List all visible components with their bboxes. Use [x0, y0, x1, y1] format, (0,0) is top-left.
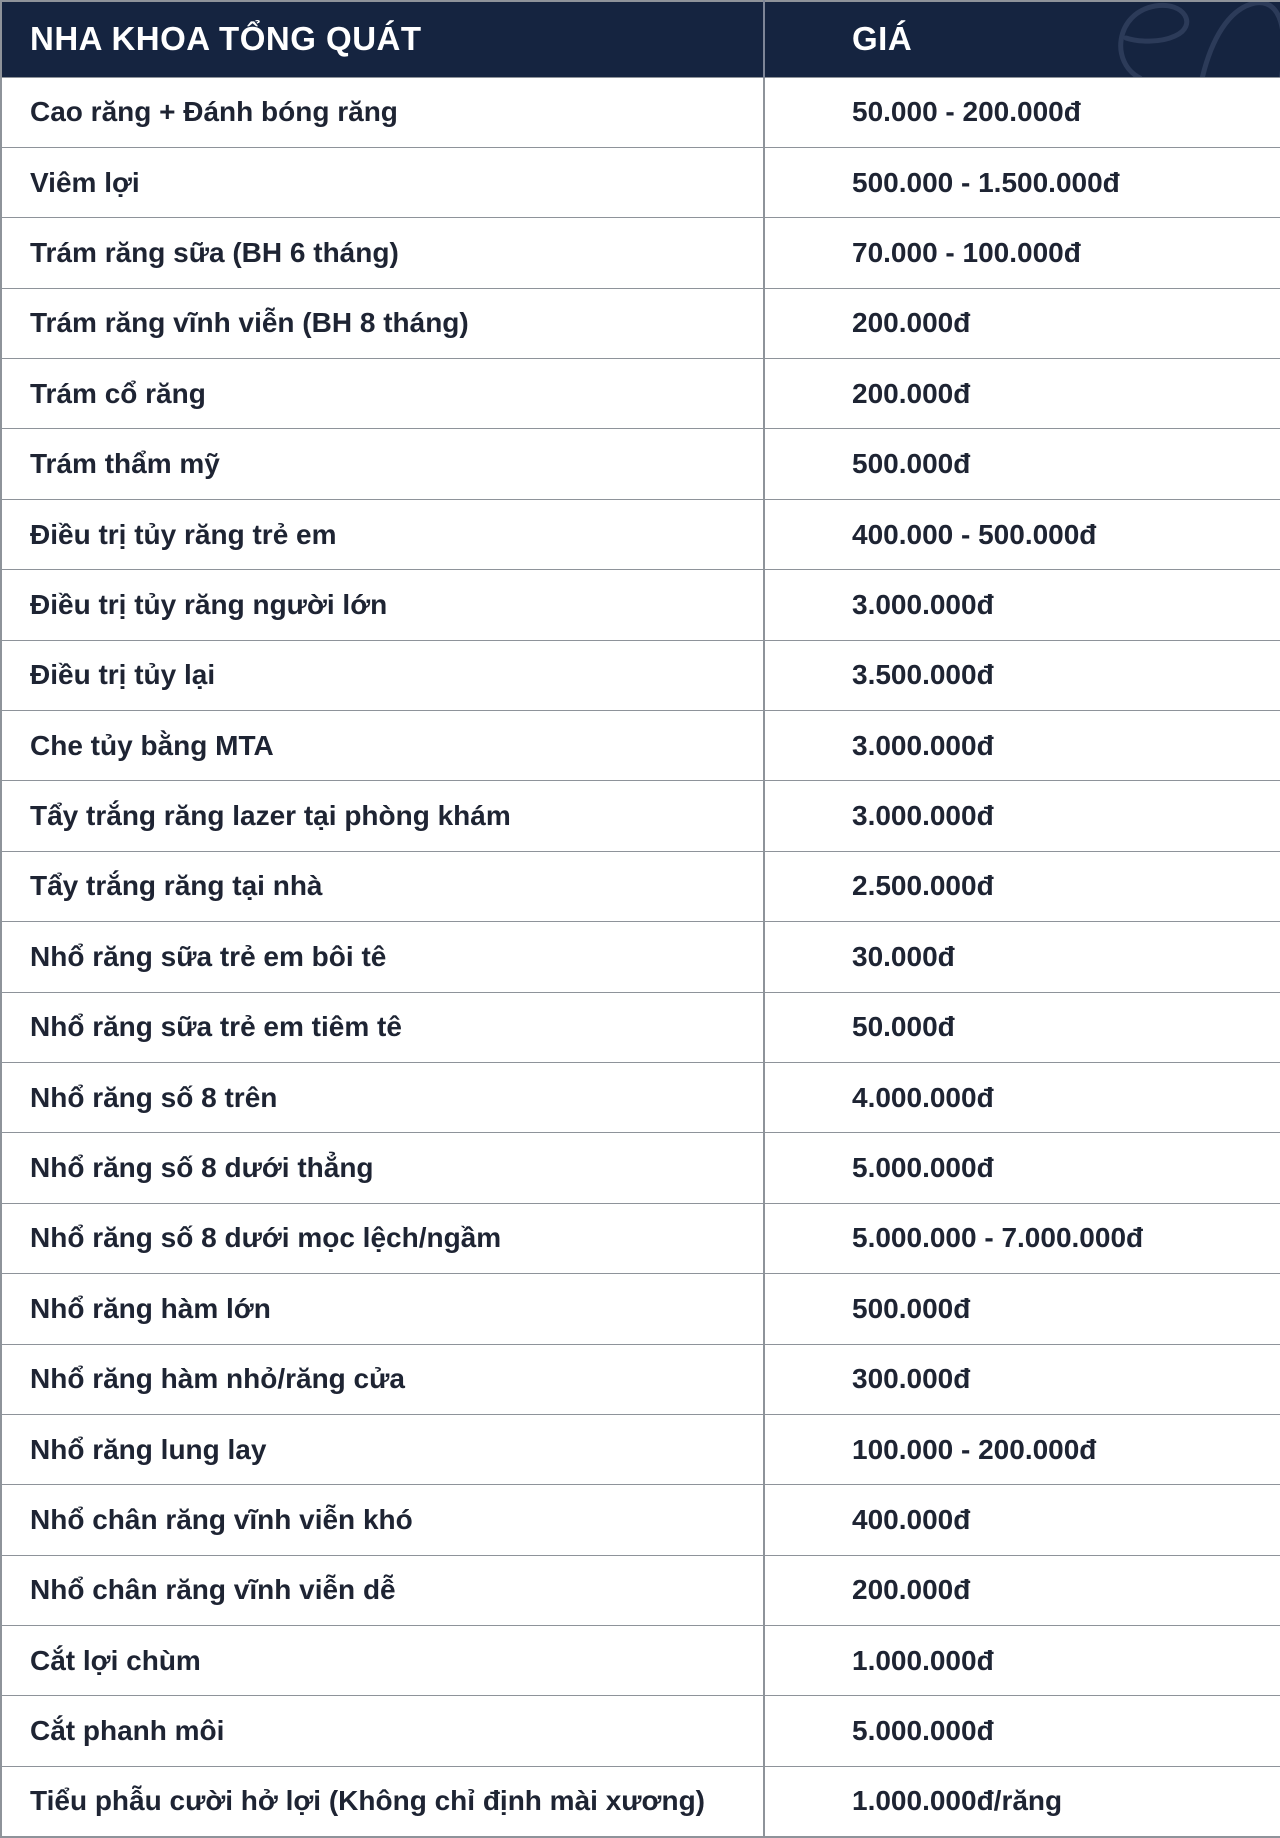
table-row — [1, 711, 1280, 781]
service-name-cell: Điều trị tủy răng trẻ em — [1, 499, 764, 569]
service-name-cell: Cắt lợi chùm — [1, 1626, 764, 1696]
table-row — [1, 1133, 1280, 1203]
table-row — [1, 288, 1280, 358]
service-price-cell: 200.000đ — [764, 1555, 1280, 1625]
service-price-cell: 200.000đ — [764, 288, 1280, 358]
service-name-cell: Trám thẩm mỹ — [1, 429, 764, 499]
service-price-cell: 70.000 - 100.000đ — [764, 218, 1280, 288]
service-name-cell: Tiểu phẫu cười hở lợi (Không chỉ định mài xương) — [1, 1766, 764, 1837]
service-price-cell: 1.000.000đ — [764, 1626, 1280, 1696]
table-row — [1, 1414, 1280, 1484]
service-price-cell: 5.000.000đ — [764, 1133, 1280, 1203]
service-price-cell: 50.000đ — [764, 992, 1280, 1062]
service-price-cell: 50.000 - 200.000đ — [764, 77, 1280, 147]
table-row — [1, 1485, 1280, 1555]
table-row — [1, 1696, 1280, 1766]
service-price-cell: 3.000.000đ — [764, 781, 1280, 851]
service-name-cell: Cao răng + Đánh bóng răng — [1, 77, 764, 147]
table-row — [1, 922, 1280, 992]
service-price-cell: 3.500.000đ — [764, 640, 1280, 710]
service-name-cell: Nhổ chân răng vĩnh viễn khó — [1, 1485, 764, 1555]
table-row — [1, 1555, 1280, 1625]
table-row — [1, 992, 1280, 1062]
service-column-header: NHA KHOA TỔNG QUÁT — [1, 1, 764, 77]
service-name-cell: Nhổ răng số 8 trên — [1, 1062, 764, 1132]
table-row — [1, 147, 1280, 217]
table-row — [1, 640, 1280, 710]
service-name-cell: Nhổ răng số 8 dưới thẳng — [1, 1133, 764, 1203]
service-price-cell: 2.500.000đ — [764, 851, 1280, 921]
price-column-header — [764, 1, 1280, 77]
service-name-cell: Che tủy bằng MTA — [1, 711, 764, 781]
service-name-cell: Trám cổ răng — [1, 359, 764, 429]
service-name-cell: Tẩy trắng răng lazer tại phòng khám — [1, 781, 764, 851]
service-name-cell: Tẩy trắng răng tại nhà — [1, 851, 764, 921]
service-name-cell: Nhổ chân răng vĩnh viễn dễ — [1, 1555, 764, 1625]
service-name-cell: Viêm lợi — [1, 147, 764, 217]
service-price-cell: 1.000.000đ/răng — [764, 1766, 1280, 1837]
service-price-cell: 500.000đ — [764, 429, 1280, 499]
service-price-cell: 100.000 - 200.000đ — [764, 1414, 1280, 1484]
table-row — [1, 1062, 1280, 1132]
service-price-cell: 5.000.000 - 7.000.000đ — [764, 1203, 1280, 1273]
service-price-cell: 4.000.000đ — [764, 1062, 1280, 1132]
table-row — [1, 1766, 1280, 1837]
table-row — [1, 218, 1280, 288]
table-row — [1, 1626, 1280, 1696]
service-name-cell: Nhổ răng số 8 dưới mọc lệch/ngầm — [1, 1203, 764, 1273]
service-name-cell: Nhổ răng sữa trẻ em bôi tê — [1, 922, 764, 992]
service-price-cell: 3.000.000đ — [764, 711, 1280, 781]
service-name-cell: Điều trị tủy răng người lớn — [1, 570, 764, 640]
service-name-cell: Nhổ răng hàm lớn — [1, 1274, 764, 1344]
table-row — [1, 77, 1280, 147]
service-name-cell: Nhổ răng hàm nhỏ/răng cửa — [1, 1344, 764, 1414]
table-row — [1, 1344, 1280, 1414]
service-price-cell: 300.000đ — [764, 1344, 1280, 1414]
service-name-cell: Cắt phanh môi — [1, 1696, 764, 1766]
price-column-header-label: GIÁ — [852, 20, 913, 58]
service-price-cell: 500.000 - 1.500.000đ — [764, 147, 1280, 217]
table-row — [1, 851, 1280, 921]
table-row — [1, 1274, 1280, 1344]
service-price-cell: 400.000 - 500.000đ — [764, 499, 1280, 569]
service-price-cell: 3.000.000đ — [764, 570, 1280, 640]
table-row — [1, 1203, 1280, 1273]
service-price-cell: 5.000.000đ — [764, 1696, 1280, 1766]
service-name-cell: Nhổ răng lung lay — [1, 1414, 764, 1484]
table-row — [1, 781, 1280, 851]
service-price-cell: 400.000đ — [764, 1485, 1280, 1555]
service-name-cell: Điều trị tủy lại — [1, 640, 764, 710]
service-price-cell: 200.000đ — [764, 359, 1280, 429]
service-name-cell: Trám răng sữa (BH 6 tháng) — [1, 218, 764, 288]
brand-watermark-logo — [1080, 1, 1280, 77]
service-name-cell: Nhổ răng sữa trẻ em tiêm tê — [1, 992, 764, 1062]
table-row — [1, 359, 1280, 429]
service-name-cell: Trám răng vĩnh viễn (BH 8 tháng) — [1, 288, 764, 358]
table-header-row — [1, 1, 1280, 77]
table-row — [1, 499, 1280, 569]
table-row — [1, 570, 1280, 640]
service-price-cell: 500.000đ — [764, 1274, 1280, 1344]
service-price-cell: 30.000đ — [764, 922, 1280, 992]
table-body — [1, 77, 1280, 1837]
table-row — [1, 429, 1280, 499]
